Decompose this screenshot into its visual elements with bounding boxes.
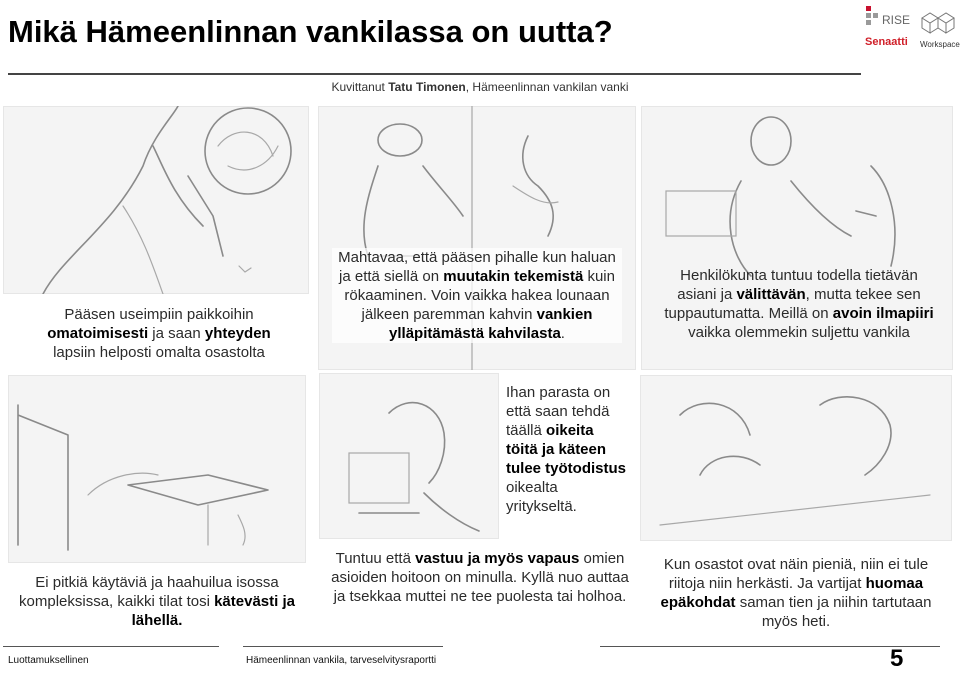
illustration-panel-4 bbox=[8, 375, 306, 563]
footer-divider-left bbox=[3, 646, 219, 647]
caption-7: Kun osastot ovat näin pieniä, niin ei tule riitoja niin herkästi. Ja vartijat huomaa epäkohdat saman tien ja niihin tartutaan myös heti. bbox=[660, 556, 932, 630]
caption-4: Ei pitkiä käytäviä ja haahuilua isossa kompleksissa, kaikki tilat tosi kätevästi ja lähellä. bbox=[19, 574, 295, 629]
illustration-panel-5 bbox=[319, 373, 499, 539]
title-divider bbox=[8, 73, 861, 75]
illustration-panel-2 bbox=[318, 106, 636, 370]
sketch-phone-call-icon bbox=[3, 106, 309, 294]
sketch-guards-icon bbox=[640, 375, 952, 541]
footer-report-title: Hämeenlinnan vankila, tarveselvitysraportti bbox=[246, 655, 437, 666]
illustration-panel-1 bbox=[3, 106, 309, 294]
sketch-work-computer-icon bbox=[319, 373, 499, 539]
caption-3: Henkilökunta tuntuu todella tietävän asiani ja välittävän, mutta tekee sen tuppautumatta. Meillä on avoin ilmapiiri vaikka olemmekin suljettu vankila bbox=[664, 267, 934, 341]
footer-divider-center bbox=[243, 646, 443, 647]
caption-6: Tuntuu että vastuu ja myös vapaus omien asioiden hoitoon on minulla. Kyllä nuo auttaa ja tsekkaa muttei ne tee puolesta tai holhoa. bbox=[331, 550, 629, 605]
page-title: Mikä Hämeenlinnan vankilassa on uutta? bbox=[8, 14, 613, 49]
senaatti-logo: Senaatti bbox=[865, 36, 908, 48]
caption-2: Mahtavaa, että pääsen pihalle kun haluan ja että siellä on muutakin tekemistä kuin rökaaminen. Voin vaikka hakea lounaan jälkeen paremman kahvin vankien ylläpitämästä kahvilasta. bbox=[332, 248, 622, 343]
logo-group bbox=[862, 2, 960, 54]
caption-5: Ihan parasta on että saan tehdä täällä oikeita töitä ja käteen tulee työtodistus oikealta yritykseltä. bbox=[506, 384, 627, 515]
illustration-panel-3 bbox=[641, 106, 953, 370]
workspace-logo-icon bbox=[920, 10, 956, 40]
illustration-panel-7 bbox=[640, 375, 952, 541]
sketch-compact-unit-icon bbox=[8, 375, 306, 563]
artist-name: Tatu Timonen bbox=[388, 80, 466, 94]
page-number: 5 bbox=[890, 645, 904, 672]
footer-confidential: Luottamuksellinen bbox=[8, 655, 89, 666]
workspace-logo: Workspace bbox=[920, 40, 960, 49]
footer-divider-right bbox=[600, 646, 940, 647]
illustrator-credit: Kuvittanut Tatu Timonen, Hämeenlinnan vankilan vanki bbox=[331, 80, 629, 94]
caption-1: Pääsen useimpiin paikkoihin omatoimisesti ja saan yhteyden lapsiin helposti omalta osastolta bbox=[47, 306, 271, 361]
rise-logo-text: RISE bbox=[882, 13, 911, 27]
